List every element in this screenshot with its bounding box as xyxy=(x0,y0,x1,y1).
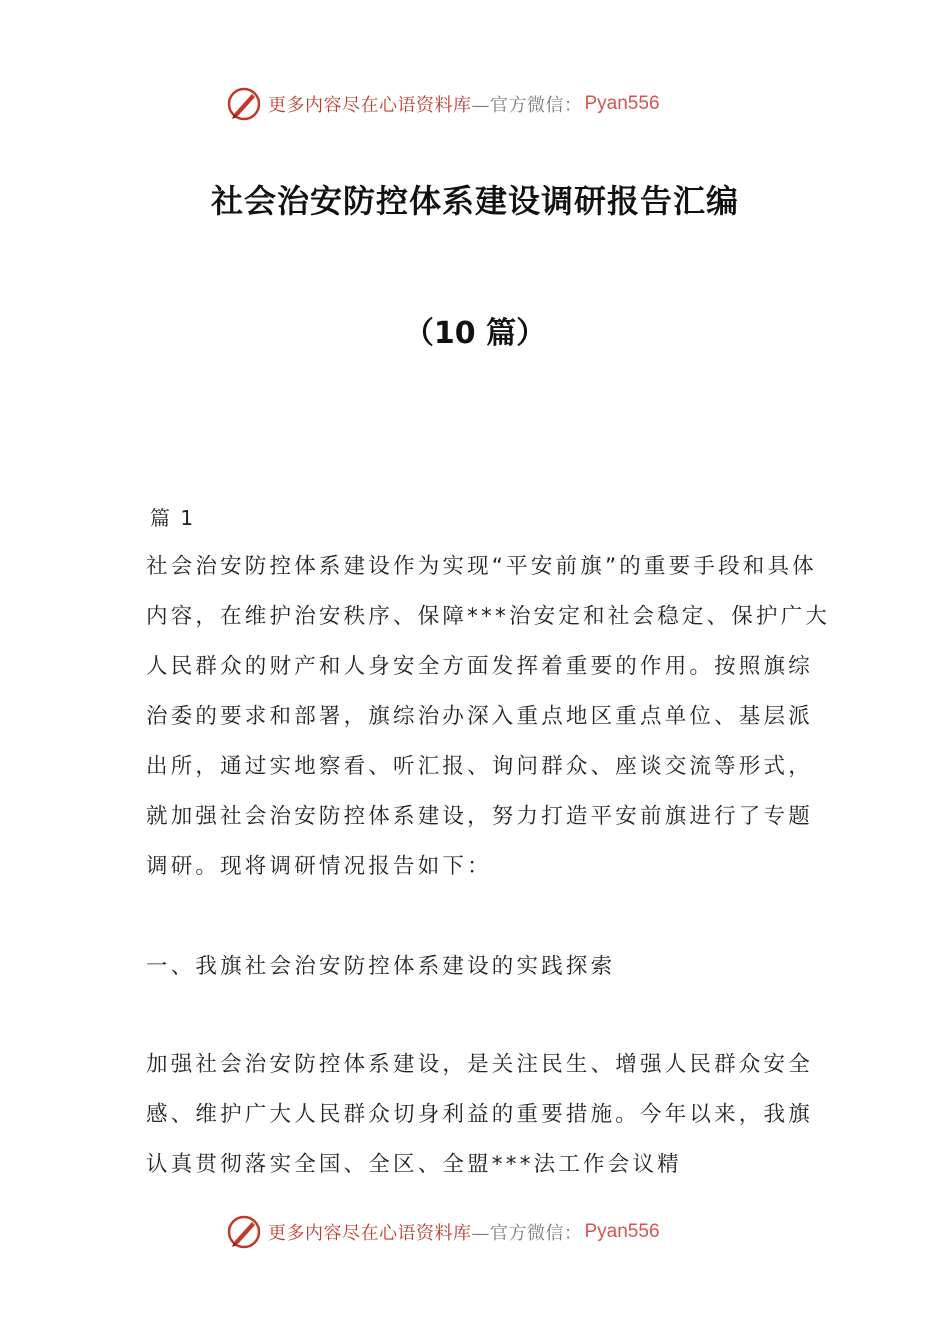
watermark-sub-text: —官方微信： xyxy=(471,95,583,116)
watermark-main-text: 更多内容尽在心语资料库 xyxy=(268,1223,472,1244)
pen-logo-icon xyxy=(226,1214,262,1250)
body-paragraph-1: 社会治安防控体系建设作为实现“平安前旗”的重要手段和具体内容，在维护治安秩序、保障***治安定和社会稳定、保护广大人民群众的财产和人身安全方面发挥着重要的作用。按照旗综治委的要求和部署，旗综治办深入重点地区重点单位、基层派出所，通过实地察看、听汇报、询问群众、座谈交流等形式，就加强社会治安防控体系建设，努力打造平安前旗进行了专题调研。现将调研情况报告如下： xyxy=(146,554,831,879)
header-watermark xyxy=(226,84,660,124)
watermark-main-text: 更多内容尽在心语资料库 xyxy=(268,95,472,116)
document-subtitle: （10 篇） xyxy=(403,316,547,351)
footer-watermark xyxy=(226,1212,660,1252)
body-paragraph-2: 加强社会治安防控体系建设，是关注民生、增强人民群众安全感、维护广大人民群众切身利益的重要措施。今年以来，我旗认真贯彻落实全国、全区、全盟***法工作会议精 xyxy=(146,1052,813,1177)
watermark-wechat-id: Pyan556 xyxy=(584,1221,660,1242)
watermark-sub-text: —官方微信： xyxy=(471,1223,583,1244)
section-label: 篇 1 xyxy=(150,506,196,530)
pen-logo-icon xyxy=(226,86,262,122)
document-title: 社会治安防控体系建设调研报告汇编 xyxy=(210,182,739,220)
watermark-wechat-id: Pyan556 xyxy=(584,93,660,114)
section-heading-1: 一、我旗社会治安防控体系建设的实践探索 xyxy=(146,954,616,979)
